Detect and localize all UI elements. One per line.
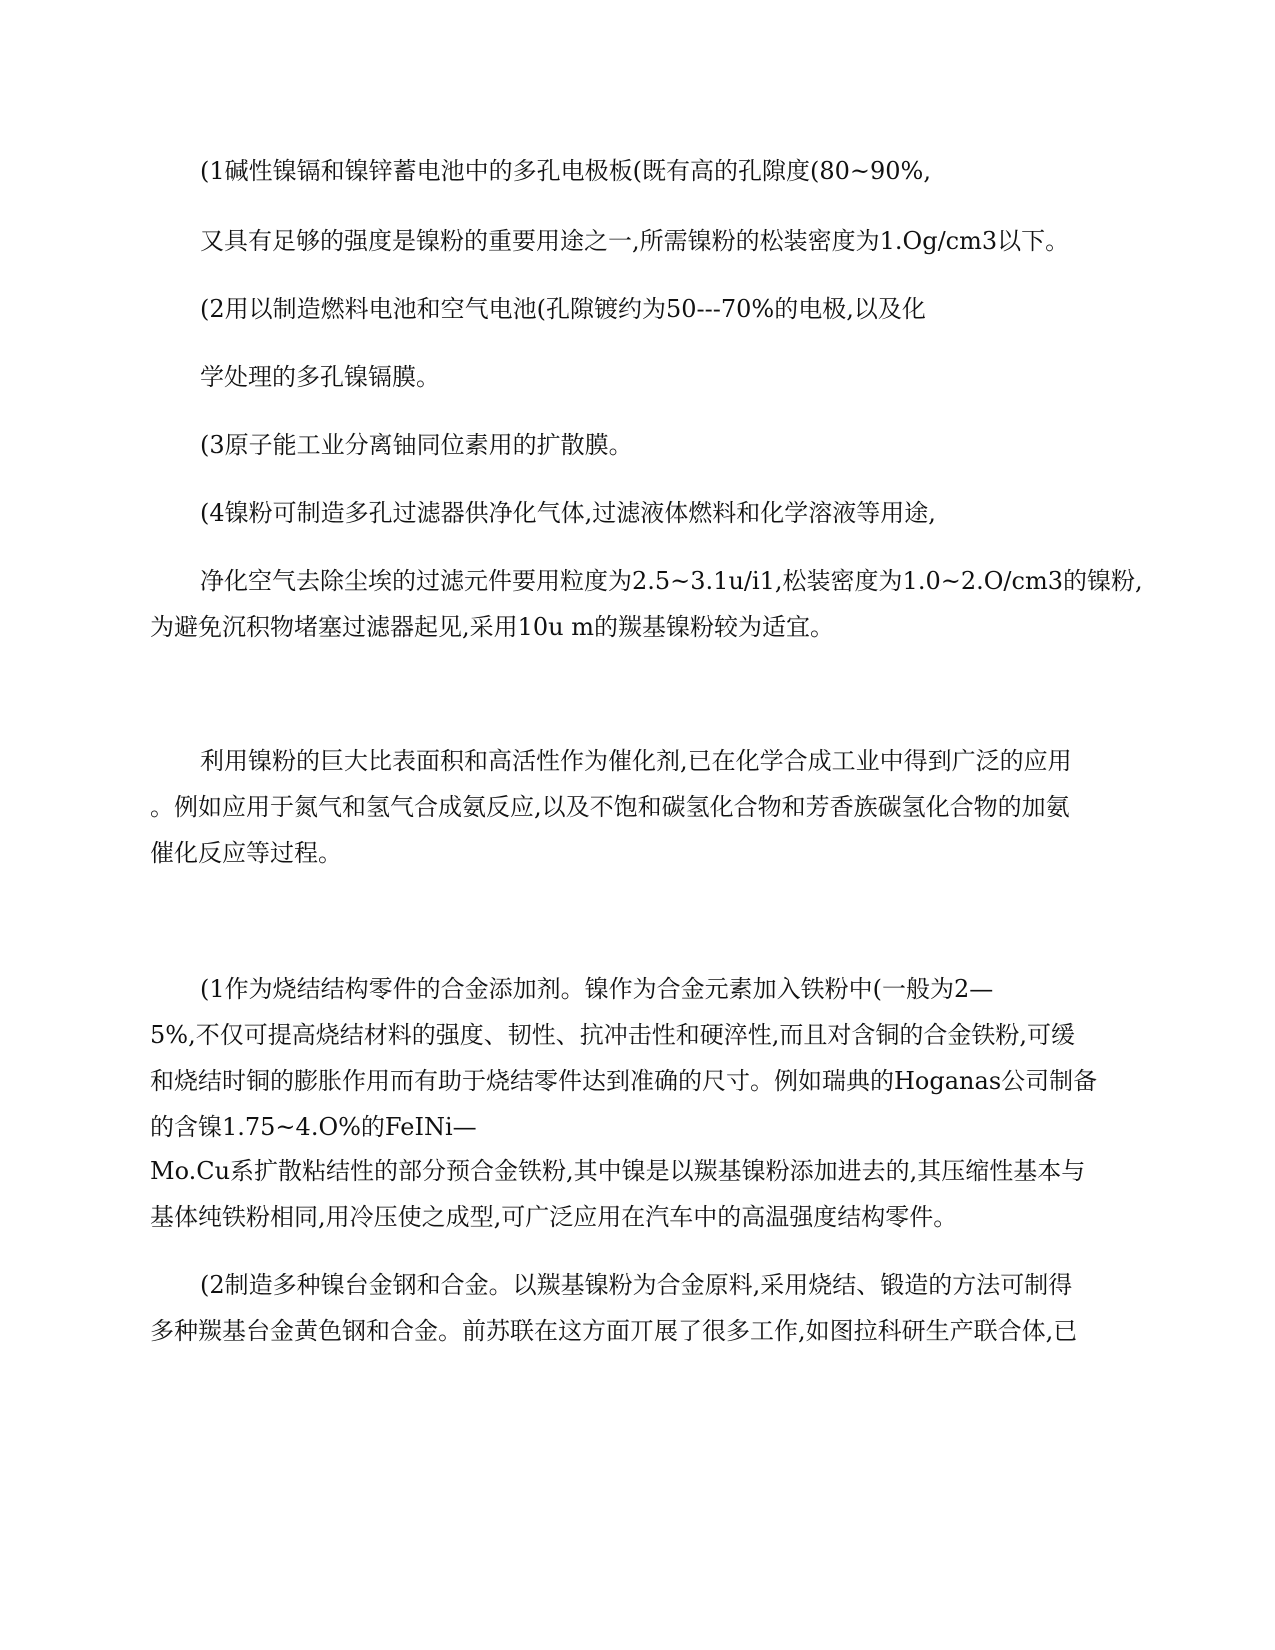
text-line-11: 催化反应等过程。 <box>150 839 342 867</box>
text-line-17: 基体纯铁粉相同,用冷压使之成型,可广泛应用在汽车中的高温强度结构零件。 <box>150 1203 958 1231</box>
text-line-8: 为避免沉积物堵塞过滤器起见,采用10u m的羰基镍粉较为适宜。 <box>150 613 835 641</box>
text-line-16: Mo.Cu系扩散粘结性的部分预合金铁粉,其中镍是以羰基镍粉添加进去的,其压缩性基本与 <box>150 1157 1086 1185</box>
text-line-4: 学处理的多孔镍镉膜。 <box>200 363 440 391</box>
text-line-10: 。例如应用于氮气和氢气合成氨反应,以及不饱和碳氢化合物和芳香族碳氢化合物的加氨 <box>150 793 1070 821</box>
text-line-14: 和烧结时铜的膨胀作用而有助于烧结零件达到准确的尺寸。例如瑞典的Hoganas公司制备 <box>150 1067 1098 1095</box>
text-line-12: (1作为烧结结构零件的合金添加剂。镍作为合金元素加入铁粉中(一般为2— <box>200 975 994 1003</box>
text-line-9: 利用镍粉的巨大比表面积和高活性作为催化剂,已在化学合成工业中得到广泛的应用 <box>200 747 1072 775</box>
text-line-1: (1碱性镍镉和镍锌蓄电池中的多孔电极板(既有高的孔隙度(80~90%, <box>200 157 931 185</box>
text-line-6: (4镍粉可制造多孔过滤器供净化气体,过滤液体燃料和化学溶液等用途, <box>200 499 936 527</box>
text-line-2: 又具有足够的强度是镍粉的重要用途之一,所需镍粉的松装密度为1.Og/cm3以下。 <box>200 227 1070 255</box>
text-line-19: 多种羰基台金黄色钢和合金。前苏联在这方面丌展了很多工作,如图拉科研生产联合体,已 <box>150 1317 1078 1345</box>
text-line-3: (2用以制造燃料电池和空气电池(孔隙镀约为50---70%的电极,以及化 <box>200 295 926 323</box>
text-line-7: 净化空气去除尘埃的过滤元件要用粒度为2.5~3.1u/i1,松装密度为1.0~2.O/cm3的镍粉, <box>200 567 1143 595</box>
text-line-18: (2制造多种镍台金钢和合金。以羰基镍粉为合金原料,采用烧结、锻造的方法可制得 <box>200 1271 1073 1299</box>
text-line-13: 5%,不仅可提高烧结材料的强度、韧性、抗冲击性和硬淬性,而且对含铜的合金铁粉,可缓 <box>150 1021 1075 1049</box>
text-line-15: 的含镍1.75~4.O%的FeINi— <box>150 1113 477 1141</box>
text-line-5: (3原子能工业分离铀同位素用的扩散膜。 <box>200 431 633 459</box>
